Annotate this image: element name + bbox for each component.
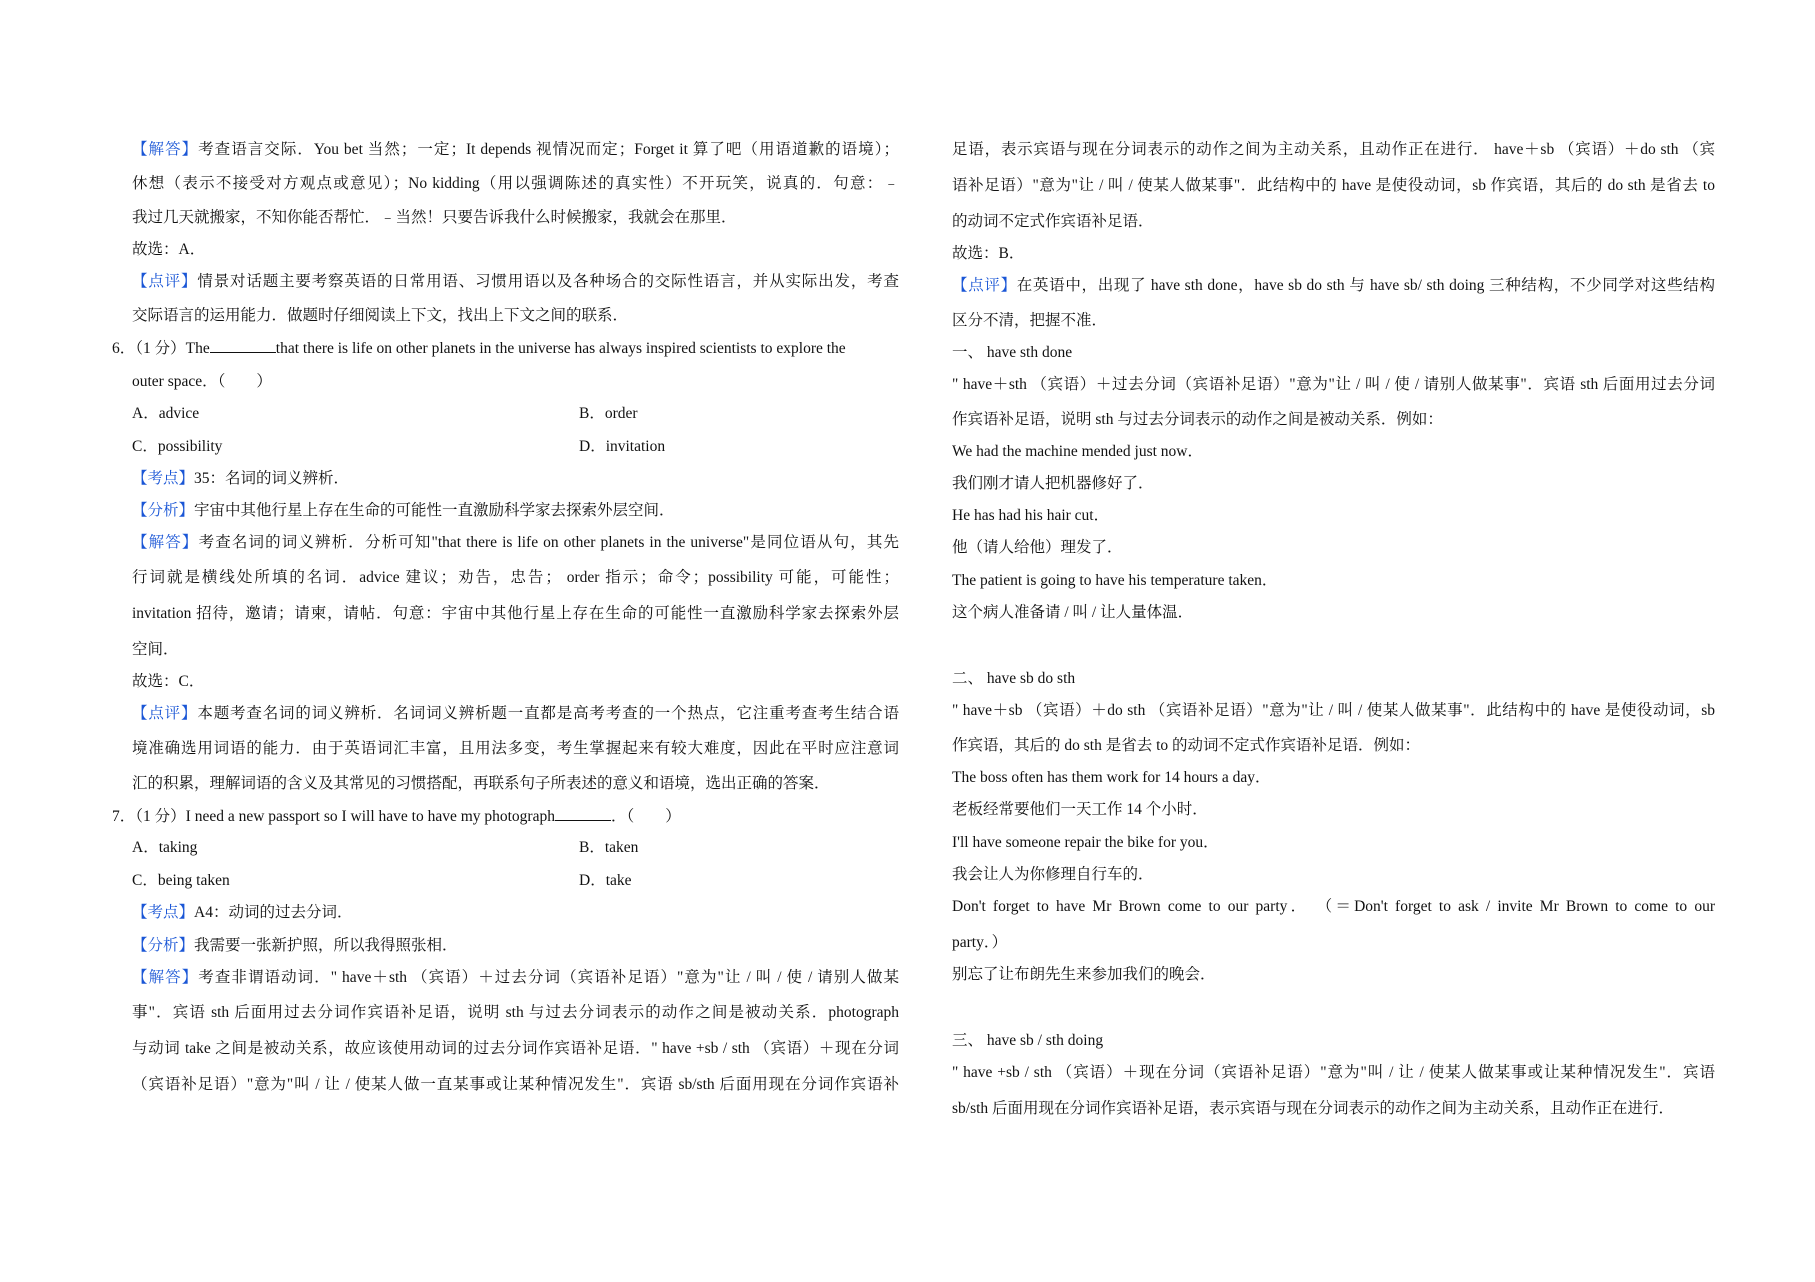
jieda-tag: 【解答】 — [132, 141, 199, 158]
q7-jieda-line: 事"．宾语 sth 后面用过去分词作宾语补足语，说明 sth 与过去分词表示的动作之间是被动关系．photograph — [132, 1004, 899, 1021]
option-c: C．being taken — [132, 872, 230, 889]
q7-dianping-line: 【点评】在英语中，出现了 have sth done，have sb do sth 与 have sb/ sth doing 三种结构，不少同学对这些结构 — [952, 277, 1715, 294]
section-line: " have＋sb （宾语）＋do sth （宾语补足语）"意为"让 / 叫 / 使某人做某事"．此结构中的 have 是使役动词，sb — [952, 702, 1715, 719]
section-heading: 二、 have sb do sth — [952, 670, 1076, 687]
q7-jieda-line: （宾语补足语）"意为"叫 / 让 / 使某人做一直某事或让某种情况发生"．宾语 sb/sth 后面用现在分词作宾语补 — [132, 1076, 899, 1093]
q7-fenxi: 【分析】我需要一张新护照，所以我得照张相． — [132, 937, 458, 954]
q6-stem-line2: outer space．（ ） — [132, 373, 272, 390]
q7-jieda-line: 【解答】考查非谓语动词．" have＋sth （宾语）＋过去分词（宾语补足语）"意为"让 / 叫 / 使 / 请别人做某 — [132, 969, 899, 986]
q7-kaodian: 【考点】A4：动词的过去分词． — [132, 904, 353, 921]
example-line: I'll have someone repair the bike for you． — [952, 834, 1219, 851]
answer-blank — [210, 338, 276, 353]
section-line: " have +sb / sth （宾语）＋现在分词（宾语补足语）"意为"叫 / 让 / 使某人做某事或让某种情况发生"．宾语 — [952, 1064, 1715, 1081]
section-line: 作宾语补足语，说明 sth 与过去分词表示的动作之间是被动关系．例如： — [952, 411, 1443, 428]
q5-jieda-line: 我过几天就搬家，不知你能否帮忙．﹣当然！只要告诉我什么时候搬家，我就会在那里． — [132, 209, 737, 226]
example-line: The patient is going to have his temperature taken． — [952, 572, 1278, 589]
fenxi-tag: 【分析】 — [132, 502, 195, 519]
answer-blank — [555, 806, 611, 821]
q7-dianping-line: 区分不清，把握不准． — [952, 312, 1108, 329]
q5-dianping-line: 【点评】情景对话题主要考察英语的日常用语、习惯用语以及各种场合的交际性语言，并从实际出发，考查 — [132, 273, 899, 290]
kaodian-tag: 【考点】 — [132, 470, 195, 487]
q6-stem: 6．（1 分）The that there is life on other planets in the universe has always inspired scientists to explore the — [112, 340, 846, 357]
q5-answer: 故选：A． — [132, 241, 206, 258]
q6-jieda-line: 行词就是横线处所填的名词．advice 建议；劝告，忠告； order 指示；命令；possibility 可能，可能性； — [132, 569, 899, 586]
q7-jieda-continued: 足语，表示宾语与现在分词表示的动作之间为主动关系，且动作正在进行． have＋sb （宾语）＋do sth （宾 — [952, 141, 1715, 158]
section-line: sb/sth 后面用现在分词作宾语补足语，表示宾语与现在分词表示的动作之间为主动关系，且动作正在进行． — [952, 1100, 1675, 1117]
jieda-tag: 【解答】 — [132, 969, 199, 986]
dianping-tag: 【点评】 — [132, 273, 198, 290]
q5-jieda-line: 休想（表示不接受对方观点或意见）；No kidding（用以强调陈述的真实性）不开玩笑，说真的．句意：﹣ — [132, 175, 899, 192]
section-heading: 一、 have sth done — [952, 344, 1073, 361]
q6-jieda-line: 【解答】考查名词的词义辨析．分析可知"that there is life on other planets in the universe"是同位语从句，其先 — [132, 534, 899, 551]
q6-options-row — [132, 437, 899, 457]
example-line: 别忘了让布朗先生来参加我们的晚会． — [952, 966, 1216, 983]
example-line: We had the machine mended just now． — [952, 443, 1203, 460]
example-line: party．） — [952, 934, 1008, 951]
q5-dianping-line: 交际语言的运用能力．做题时仔细阅读上下文，找出上下文之间的联系． — [132, 307, 629, 324]
option-c: C．possibility — [132, 438, 223, 455]
q6-fenxi: 【分析】宇宙中其他行星上存在生命的可能性一直激励科学家去探索外层空间． — [132, 502, 675, 519]
q7-answer: 故选：B． — [952, 245, 1025, 262]
option-a: A．taking — [132, 839, 198, 856]
fenxi-tag: 【分析】 — [132, 937, 195, 954]
example-line: 老板经常要他们一天工作 14 个小时． — [952, 801, 1208, 818]
q5-jieda-line: 【解答】考查语言交际．You bet 当然；一定；It depends 视情况而定；Forget it 算了吧（用语道歉的语境）； — [132, 141, 899, 158]
q7-stem: 7．（1 分）I need a new passport so I will have to have my photograph ．（ ） — [112, 808, 681, 825]
kaodian-tag: 【考点】 — [132, 904, 195, 921]
q6-dianping-line: 汇的积累，理解词语的含义及其常见的习惯搭配，再联系句子所表述的意义和语境，选出正确的答案． — [132, 775, 830, 792]
q6-jieda-line: invitation 招待，邀请；请柬，请帖．句意：宇宙中其他行星上存在生命的可能性一直激励科学家去探索外层 — [132, 605, 899, 622]
q7-options-row — [132, 838, 899, 858]
option-b: B．taken — [579, 839, 639, 856]
q6-dianping-line: 【点评】本题考查名词的词义辨析．名词词义辨析题一直都是高考考查的一个热点，它注重考查考生结合语 — [132, 705, 899, 722]
q6-answer: 故选：C． — [132, 673, 205, 690]
q7-jieda-continued: 语补足语）"意为"让 / 叫 / 使某人做某事"．此结构中的 have 是使役动词，sb 作宾语，其后的 do sth 是省去 to — [952, 177, 1715, 194]
q6-dianping-line: 境准确选用词语的能力．由于英语词汇丰富，且用法多变，考生掌握起来有较大难度，因此在平时应注意词 — [132, 740, 899, 757]
dianping-tag: 【点评】 — [132, 705, 198, 722]
section-line: " have＋sth （宾语）＋过去分词（宾语补足语）"意为"让 / 叫 / 使 / 请别人做某事"．宾语 sth 后面用过去分词 — [952, 376, 1715, 393]
q6-options-row — [132, 404, 899, 424]
example-line: 我会让人为你修理自行车的． — [952, 866, 1154, 883]
example-line: Don't forget to have Mr Brown come to our party． （＝Don't forget to ask / invite Mr Brown to come to our — [952, 898, 1715, 915]
q6-kaodian: 【考点】35：名词的词义辨析． — [132, 470, 350, 487]
jieda-tag: 【解答】 — [132, 534, 199, 551]
option-d: D．invitation — [579, 438, 666, 455]
section-line: 作宾语，其后的 do sth 是省去 to 的动词不定式作宾语补足语．例如： — [952, 737, 1421, 754]
example-line: 他（请人给他）理发了． — [952, 539, 1123, 556]
option-d: D．take — [579, 872, 632, 889]
q7-jieda-continued: 的动词不定式作宾语补足语． — [952, 213, 1154, 230]
example-line: He has had his hair cut． — [952, 507, 1110, 524]
q6-jieda-line: 空间． — [132, 641, 179, 658]
q7-options-row — [132, 871, 899, 891]
example-line: The boss often has them work for 14 hours a day． — [952, 769, 1271, 786]
example-line: 这个病人准备请 / 叫 / 让人量体温． — [952, 604, 1194, 621]
option-b: B．order — [579, 405, 638, 422]
q7-jieda-line: 与动词 take 之间是被动关系，故应该使用动词的过去分词作宾语补足语．" have +sb / sth （宾语）＋现在分词 — [132, 1040, 899, 1057]
example-line: 我们刚才请人把机器修好了． — [952, 475, 1154, 492]
dianping-tag: 【点评】 — [952, 277, 1017, 294]
option-a: A．advice — [132, 405, 200, 422]
section-heading: 三、 have sb / sth doing — [952, 1032, 1104, 1049]
